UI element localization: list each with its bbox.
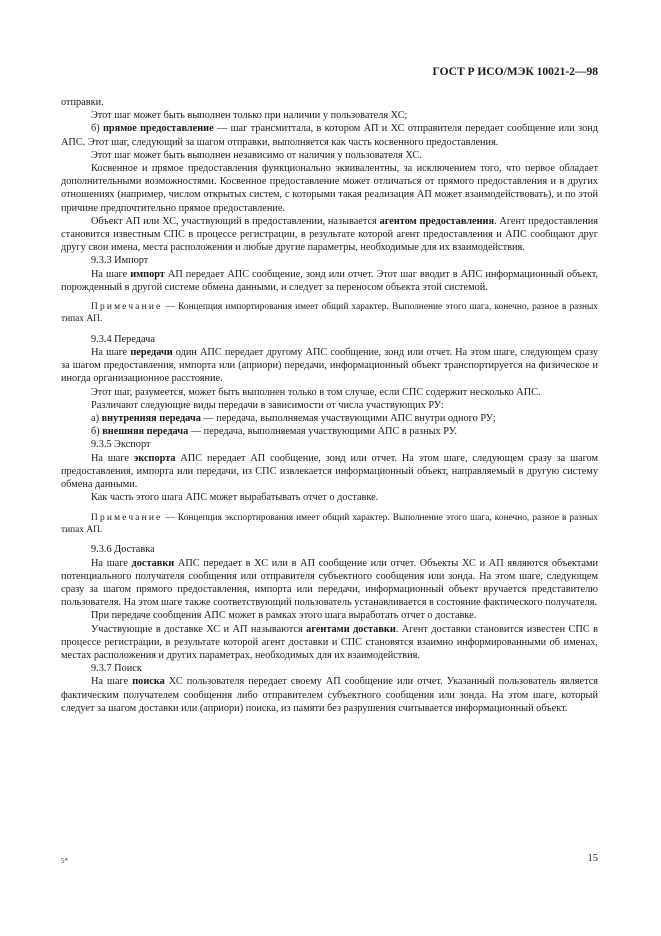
defined-term: внешняя передача [102,426,189,438]
defined-term: внутренняя передача [101,413,201,425]
document-header: ГОСТ Р ИСО/МЭК 10021-2—98 [432,66,598,78]
defined-term: передачи [130,347,173,359]
defined-term: поиска [132,676,165,688]
defined-term: прямое предоставление [102,123,214,135]
defined-term: агентами доставки [306,623,396,635]
paragraph: Косвенное и прямое предоставления функционально эквивалентны, за исключением того, что первое обладает дополнительными возможностями. Косвенное предоставление может отличаться от прямого предоставления и в других отношениях (например, числом открытых систем, с которыми такая реализация АП может взаимодействовать), и по этой причине предпочтительно прямое предоставление. [61,163,598,214]
paragraph: На шаге импорт АП передает АПС сообщение, зонд или отчет. Этот шаг вводит в АПС информационный объект, порожденный в другой системе обмена данными, и следует за переносом объекта этой системой. [61,268,598,293]
signature-mark: 5* [61,857,68,865]
paragraph: Этот шаг, разумеется, может быть выполнен только в том случае, если СПС содержит несколько АПС. [91,386,541,398]
paragraph: Объект АП или ХС, участвующий в предоставлении, называется агентом предоставления. Агент предоставления становится известным СПС в процессе регистрации, в результате которой агент предоставления и АПС сообщают друг другу свои имена, места расположения и любые другие параметры, необходимые для их взаимодействия. [61,215,598,254]
section-heading: 9.3.4 Передача [91,333,155,345]
document-body [61,96,598,715]
paragraph: Этот шаг может быть выполнен только при наличии у пользователя ХС; [91,110,408,122]
paragraph: б) прямое предоставление — шаг трансмиттала, в котором АП и ХС отправителя передает сообщение или зонд АПС. Этот шаг, следующий за шагом отправки, выполняется как часть косвенного предоставления. [61,123,598,148]
paragraph: Этот шаг может быть выполнен независимо от наличия у пользователя ХС. [91,149,422,161]
paragraph: При передаче сообщения АПС может в рамках этого шага выработать отчет о доставке. [91,610,477,622]
paragraph: На шаге доставки АПС передает в ХС или в АП сообщение или отчет. Объекты ХС и АП являются объектами потенциального получателя сообщения или отправителя субъектного сообщения или зонда. На этом шаге, следующем сразу за шагом прямого предоставления, импорта или передачи, информационный объект вручается представителю пользователя. На этом шаге также соответствующий пользователь устанавливается в состояние фактического получателя. [61,557,598,609]
defined-term: агентом предоставления [379,215,495,227]
paragraph: На шаге поиска ХС пользователя передает своему АП сообщение или отчет. Указанный пользователь является фактическим получателем сообщения либо отправителем субъектного сообщения или зонда. На этом шаге, который следует за шагом доставки или (априори) поиска, из памяти без разрушения считывается информационный объект. [61,676,599,714]
page-number: 15 [587,853,598,864]
section-heading: 9.3.3 Импорт [91,255,149,267]
note-label: Примечание [91,512,163,523]
defined-term: доставки [131,557,175,569]
section-heading: 9.3.6 Доставка [91,544,155,556]
defined-term: импорт [130,268,165,280]
paragraph: Как часть этого шага АПС может вырабатывать отчет о доставке. [91,492,379,504]
paragraph: отправки. [61,97,104,108]
note: Примечание — Концепция экспортирования имеет общий характер. Выполнение этого шага, конечно, разное в разных типах АП. [61,512,598,535]
list-item: а) внутренняя передача — передача, выполняемая участвующими АПС внутри одного РУ; [91,413,496,425]
note-label: Примечание [91,302,163,313]
paragraph: Участвующие в доставке ХС и АП называются агентами доставки. Агент доставки становится известен СПС в процессе регистрации, в результате которой агент доставки и СПС становятся взаимно информированными об именах, местах расположения и других параметрах, необходимых для их взаимодействия. [61,623,598,661]
note: Примечание — Концепция импортирования имеет общий характер. Выполнение этого шага, конечно, разное в разных типах АП. [61,302,598,325]
section-heading: 9.3.7 Поиск [91,663,142,675]
defined-term: экспорта [133,452,176,464]
section-heading: 9.3.5 Экспорт [91,439,151,451]
list-item: б) внешняя передача — передача, выполняемая участвующими АПС в разных РУ. [91,426,457,438]
paragraph: На шаге передачи один АПС передает другому АПС сообщение, зонд или отчет. На этом шаге, следующем сразу за шагом предоставления, импорта или (априори) передачи, информационный объект транспортируется на физическое и иногда организационное расстояние. [61,347,598,385]
paragraph: Различают следующие виды передачи в зависимости от числа участвующих РУ: [91,399,444,411]
paragraph: На шаге экспорта АПС передает АП сообщение, зонд или отчет. На этом шаге, следующем сразу за шагом предоставления, импорта или передачи, из СПС извлекается информационный объект, направляемый в другую систему обмена данными. [61,452,598,491]
